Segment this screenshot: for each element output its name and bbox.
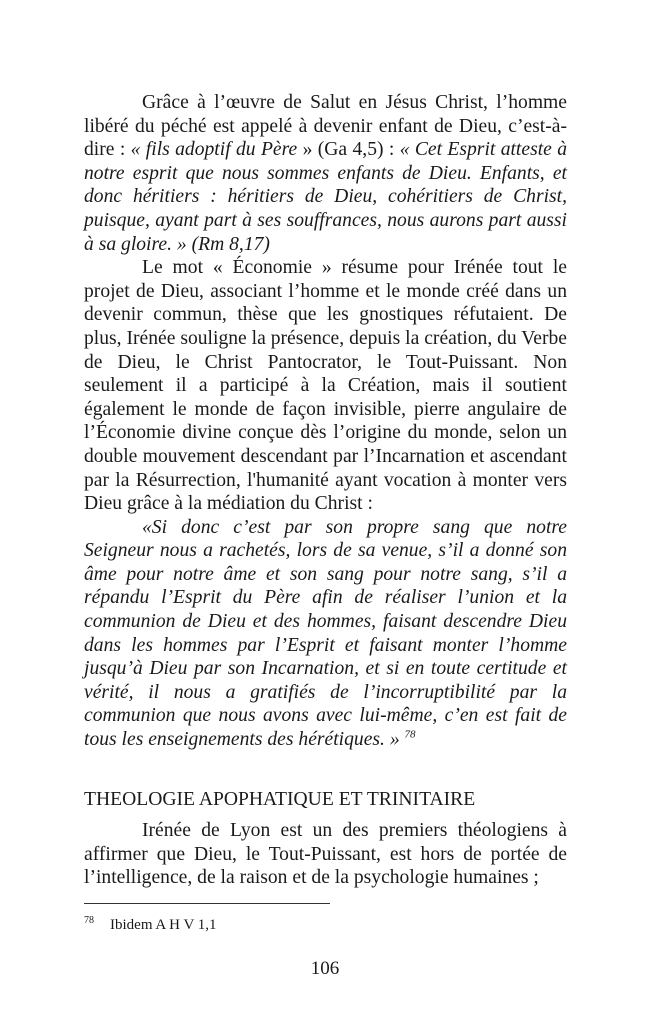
- page-number: 106: [310, 958, 340, 979]
- quote-fils-adoptif: « fils adoptif du Père: [130, 139, 298, 161]
- paragraph-salut-text: Grâce à l’œuvre de Salut en Jésus Christ, l’homme libéré du péché est appelé à devenir enfant de Dieu, c’est-à-dire :: [84, 92, 567, 161]
- section-heading: THEOLOGIE APOPHATIQUE ET TRINITAIRE: [84, 788, 476, 810]
- footnote-number: 78: [84, 915, 94, 926]
- block-quote-irenee: [84, 516, 567, 752]
- footnote-divider: [84, 903, 330, 904]
- paragraph-economie: Le mot « Économie » résume pour Irénée tout le projet de Dieu, associant l’homme et le monde créé dans un devenir commun, thèse que les gnostiques réfutaient. De plus, Irénée souligne la présence, depuis la création, du Verbe de Dieu, le Christ Pantocrator, le Tout-Puissant. Non seulement il a participé à la Création, mais il soutient également le monde de façon invisible, pierre angulaire de l’Économie divine conçue dès l’origine du monde, selon un double mouvement descendant par l’Incarnation et ascendant par la Résurrection, l'humanité ayant vocation à monter vers Dieu grâce à la médiation du Christ :: [84, 257, 567, 515]
- quote-romains: « Cet Esprit atteste à notre esprit que nous sommes enfants de Dieu. Enfants, et donc héritiers : héritiers de Dieu, cohéritiers de Christ, puisque, ayant part à ses souffrances, nous aurons part aussi à sa gloire. » (Rm 8,17): [84, 139, 567, 255]
- footnote-text: Ibidem A H V 1,1: [110, 917, 217, 933]
- paragraph-salut: [84, 91, 567, 256]
- footnote: [84, 915, 217, 934]
- page-body: [84, 91, 567, 890]
- citation-galates: » (Ga 4,5) :: [297, 139, 400, 161]
- paragraph-apophatique: Irénée de Lyon est un des premiers théologiens à affirmer que Dieu, le Tout-Puissant, est hors de portée de l’intelligence, de la raison et de la psychologie humaines ;: [84, 820, 567, 889]
- footnote-reference[interactable]: 78: [404, 728, 416, 741]
- block-quote-text: «Si donc c’est par son propre sang que notre Seigneur nous a rachetés, lors de sa venue, s’il a donné son âme pour notre âme et son sang pour notre sang, s’il a répandu l’Esprit du Père afin de réaliser l’union et la communion de Dieu et des hommes, faisant descendre Dieu dans les hommes par l’Esprit et faisant monter l’homme jusqu’à Dieu par son Incarnation, et si en toute certitude et vérité, il nous a gratifiés de l’incorruptibilité par la communion que nous avons avec lui-même, c’en est fait de tous les enseignements des hérétiques. »: [84, 516, 567, 751]
